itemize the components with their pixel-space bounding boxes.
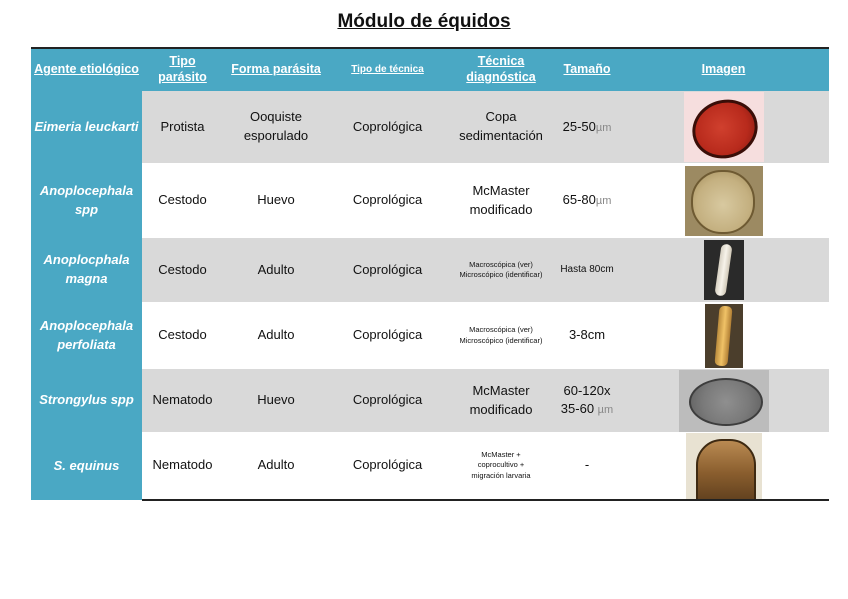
agent-cell: Anoplocphala magna	[31, 238, 142, 302]
forma-cell: Ooquiste esporulado	[223, 91, 329, 163]
diagnostica-cell: Copa sedimentación	[446, 91, 556, 163]
tamano-unit: µm	[597, 404, 614, 417]
forma-cell: Adulto	[257, 327, 295, 343]
tipo-cell: Cestodo	[142, 238, 223, 302]
diagnostica-cell	[446, 302, 556, 369]
tecnica-cell: Coprológica	[329, 238, 446, 302]
equine-parasite-table	[31, 47, 829, 501]
table-row	[31, 432, 829, 500]
tamano-line	[558, 400, 616, 419]
header-tipo-tecnica: Tipo de técnica	[329, 48, 446, 91]
header-tipo-parasito: Tipo parásito	[142, 48, 223, 91]
tamano-value: 35-60	[560, 401, 595, 417]
image-cell	[618, 91, 829, 163]
diagnostica-line: McMaster +	[481, 450, 521, 460]
tamano-cell	[556, 369, 618, 432]
forma-cell: Huevo	[257, 192, 295, 208]
table-row	[31, 163, 829, 238]
diagnostica-cell: McMaster modificado	[446, 369, 556, 432]
diagnostica-cell	[446, 238, 556, 302]
adult-worm-image	[705, 304, 743, 368]
agent-cell: Eimeria leuckarti	[31, 91, 142, 163]
adult-worm-image	[704, 240, 744, 300]
tamano-line: 60-120x	[563, 382, 611, 398]
header-imagen: Imagen	[618, 48, 829, 91]
header-forma: Forma parásita	[223, 48, 329, 91]
oocyst-image	[684, 92, 764, 162]
tamano-value: 25-50	[562, 118, 596, 134]
tamano-cell: 3-8cm	[568, 327, 606, 343]
tipo-cell: Cestodo	[158, 327, 207, 343]
diagnostica-line: Macroscópica (ver)	[469, 259, 533, 269]
tecnica-cell: Coprológica	[329, 91, 446, 163]
header-tamano: Tamaño	[556, 48, 618, 91]
tipo-cell: Nematodo	[142, 369, 223, 432]
tamano-value: 65-80	[562, 192, 596, 208]
tipo-cell: Protista	[142, 91, 223, 163]
tecnica-cell: Coprológica	[329, 369, 446, 432]
diagnostica-line: migración larvaria	[471, 470, 531, 480]
agent-cell: Strongylus spp	[31, 369, 142, 432]
agent-cell: Anoplocephala perfoliata	[31, 302, 142, 369]
egg-image	[685, 166, 763, 236]
table-row	[31, 91, 829, 163]
image-cell	[618, 302, 829, 369]
agent-cell: S. equinus	[31, 432, 142, 500]
agent-cell: Anoplocephala spp	[31, 163, 142, 238]
forma-cell: Huevo	[223, 369, 329, 432]
image-cell	[618, 238, 829, 302]
page-title: Módulo de équidos	[337, 11, 511, 32]
tamano-cell	[556, 91, 618, 163]
nematode-head-image	[686, 433, 762, 499]
tecnica-cell: Coprológica	[352, 327, 423, 343]
forma-cell: Adulto	[223, 238, 329, 302]
diagnostica-cell: McMaster modificado	[469, 182, 533, 217]
table-row	[31, 369, 829, 432]
tamano-cell: Hasta 80cm	[556, 238, 618, 302]
forma-cell: Adulto	[223, 432, 329, 500]
diagnostica-line: coprocultivo +	[477, 460, 525, 470]
diagnostica-line: Microscópico (identificar)	[459, 270, 543, 279]
tecnica-cell: Coprológica	[352, 192, 423, 208]
egg-image	[679, 370, 769, 432]
diagnostica-line: Microscópico (identificar)	[459, 335, 543, 345]
image-cell	[618, 432, 829, 500]
image-cell	[618, 369, 829, 432]
tipo-cell: Nematodo	[142, 432, 223, 500]
tecnica-cell: Coprológica	[329, 432, 446, 500]
table-header-row	[31, 48, 829, 91]
diagnostica-line: Macroscópica (ver)	[469, 325, 533, 335]
header-agente: Agente etiológico	[31, 48, 142, 91]
tamano-unit: µm	[595, 195, 612, 208]
tamano-cell	[556, 163, 618, 238]
diagnostica-cell	[446, 432, 556, 500]
tamano-cell: -	[556, 432, 618, 500]
image-cell	[618, 163, 829, 238]
tamano-unit: µm	[595, 121, 612, 134]
table-row	[31, 302, 829, 369]
table-row	[31, 238, 829, 302]
tipo-cell: Cestodo	[158, 192, 207, 208]
header-tecnica-diagnostica: Técnica diagnóstica	[446, 48, 556, 91]
